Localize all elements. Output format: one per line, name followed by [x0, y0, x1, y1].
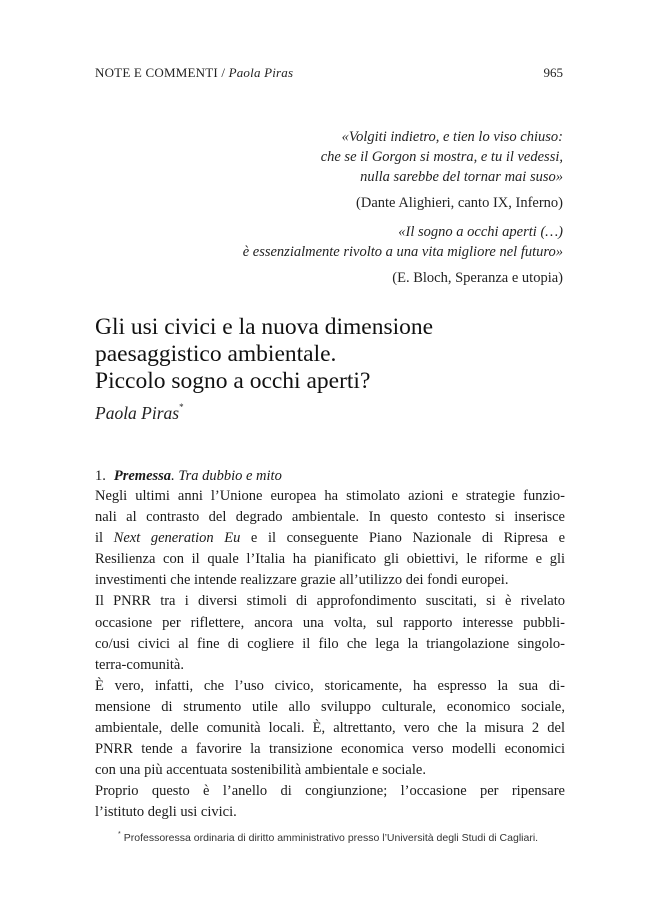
- body-text: [95, 486, 565, 824]
- body-line: co/usi civici al fine di cogliere il filo che lega la triangolazione singolo-: [95, 635, 565, 652]
- title-line: Piccolo sogno a occhi aperti?: [95, 368, 371, 394]
- epigraph-bloch: [243, 222, 563, 288]
- section-number: 1.: [95, 468, 106, 484]
- body-line: mensione di strumento utile allo sviluppo culturale, economico sociale,: [95, 698, 565, 715]
- body-line: nali al contrasto del degrado ambientale. In questo contesto si inserisce: [95, 509, 565, 526]
- title-line: Gli usi civici e la nuova dimensione: [95, 314, 434, 340]
- body-line: l’istituto degli usi civici.: [95, 804, 237, 821]
- footnote: [118, 828, 566, 845]
- epigraph-line: nulla sarebbe del tornar mai suso»: [360, 169, 563, 185]
- body-line: il Next generation Eu e il conseguente Piano Nazionale di Ripresa e: [95, 530, 566, 547]
- epigraph-line: è essenzialmente rivolto a una vita migliore nel futuro»: [242, 244, 563, 260]
- article-title: [95, 314, 565, 395]
- author-footnote-mark[interactable]: *: [179, 402, 184, 412]
- section-heading: [95, 466, 282, 486]
- section-title-bold: Premessa: [113, 468, 172, 484]
- section-title-rest: . Tra dubbio e mito: [171, 468, 282, 484]
- body-line: Negli ultimi anni l’Unione europea ha stimolato azioni e strategie funzio-: [95, 488, 565, 504]
- title-line: paesaggistico ambientale.: [95, 341, 337, 367]
- body-line: con una più accentuata sostenibilità ambientale e sociale.: [95, 762, 426, 779]
- epigraph-line: che se il Gorgon si mostra, e tu il vedessi,: [320, 149, 563, 165]
- body-line: terra-comunità.: [95, 656, 184, 673]
- epigraph-source: (Dante Alighieri, canto IX, Inferno): [356, 195, 563, 211]
- epigraph-line: «Il sogno a occhi aperti (…): [398, 224, 563, 240]
- epigraph-dante: [321, 127, 563, 213]
- body-line: Resilienza con il quale l’Italia ha pianificato gli obiettivi, le riforme e gli: [95, 551, 565, 568]
- epigraph-source: (E. Bloch, Speranza e utopia): [392, 270, 563, 286]
- body-line: PNRR tende a favorire la transizione economica verso modelli economici: [95, 741, 565, 758]
- body-line: ambientale, delle comunità locali. È, altrettanto, vero che la misura 2 del: [95, 720, 565, 737]
- footnote-mark: *: [118, 831, 121, 838]
- emphasis: Next generation Eu: [113, 530, 241, 547]
- running-title: NOTE E COMMENTI / Paola Piras: [95, 65, 294, 80]
- body-line: investimenti che intende realizzare grazie all’utilizzo dei fondi europei.: [95, 572, 509, 589]
- author-name: Paola Piras*: [95, 402, 184, 423]
- footnote-text: Professoressa ordinaria di diritto amministrativo presso l’Università degli Studi di Cagliari.: [123, 832, 539, 844]
- body-line: occasione per riflettere, ancora una volta, sul rapporto interesse pubbli-: [95, 614, 565, 631]
- body-line: È vero, infatti, che l’uso civico, storicamente, ha espresso la sua di-: [95, 677, 565, 694]
- body-line: Proprio questo è l’anello di congiunzione; l’occasione per ripensare: [95, 783, 565, 800]
- epigraph-line: «Volgiti indietro, e tien lo viso chiuso:: [341, 129, 563, 145]
- body-line: Il PNRR tra i diversi stimoli di approfondimento suscitati, si è rivelato: [95, 593, 565, 610]
- page-number: 965: [543, 65, 563, 80]
